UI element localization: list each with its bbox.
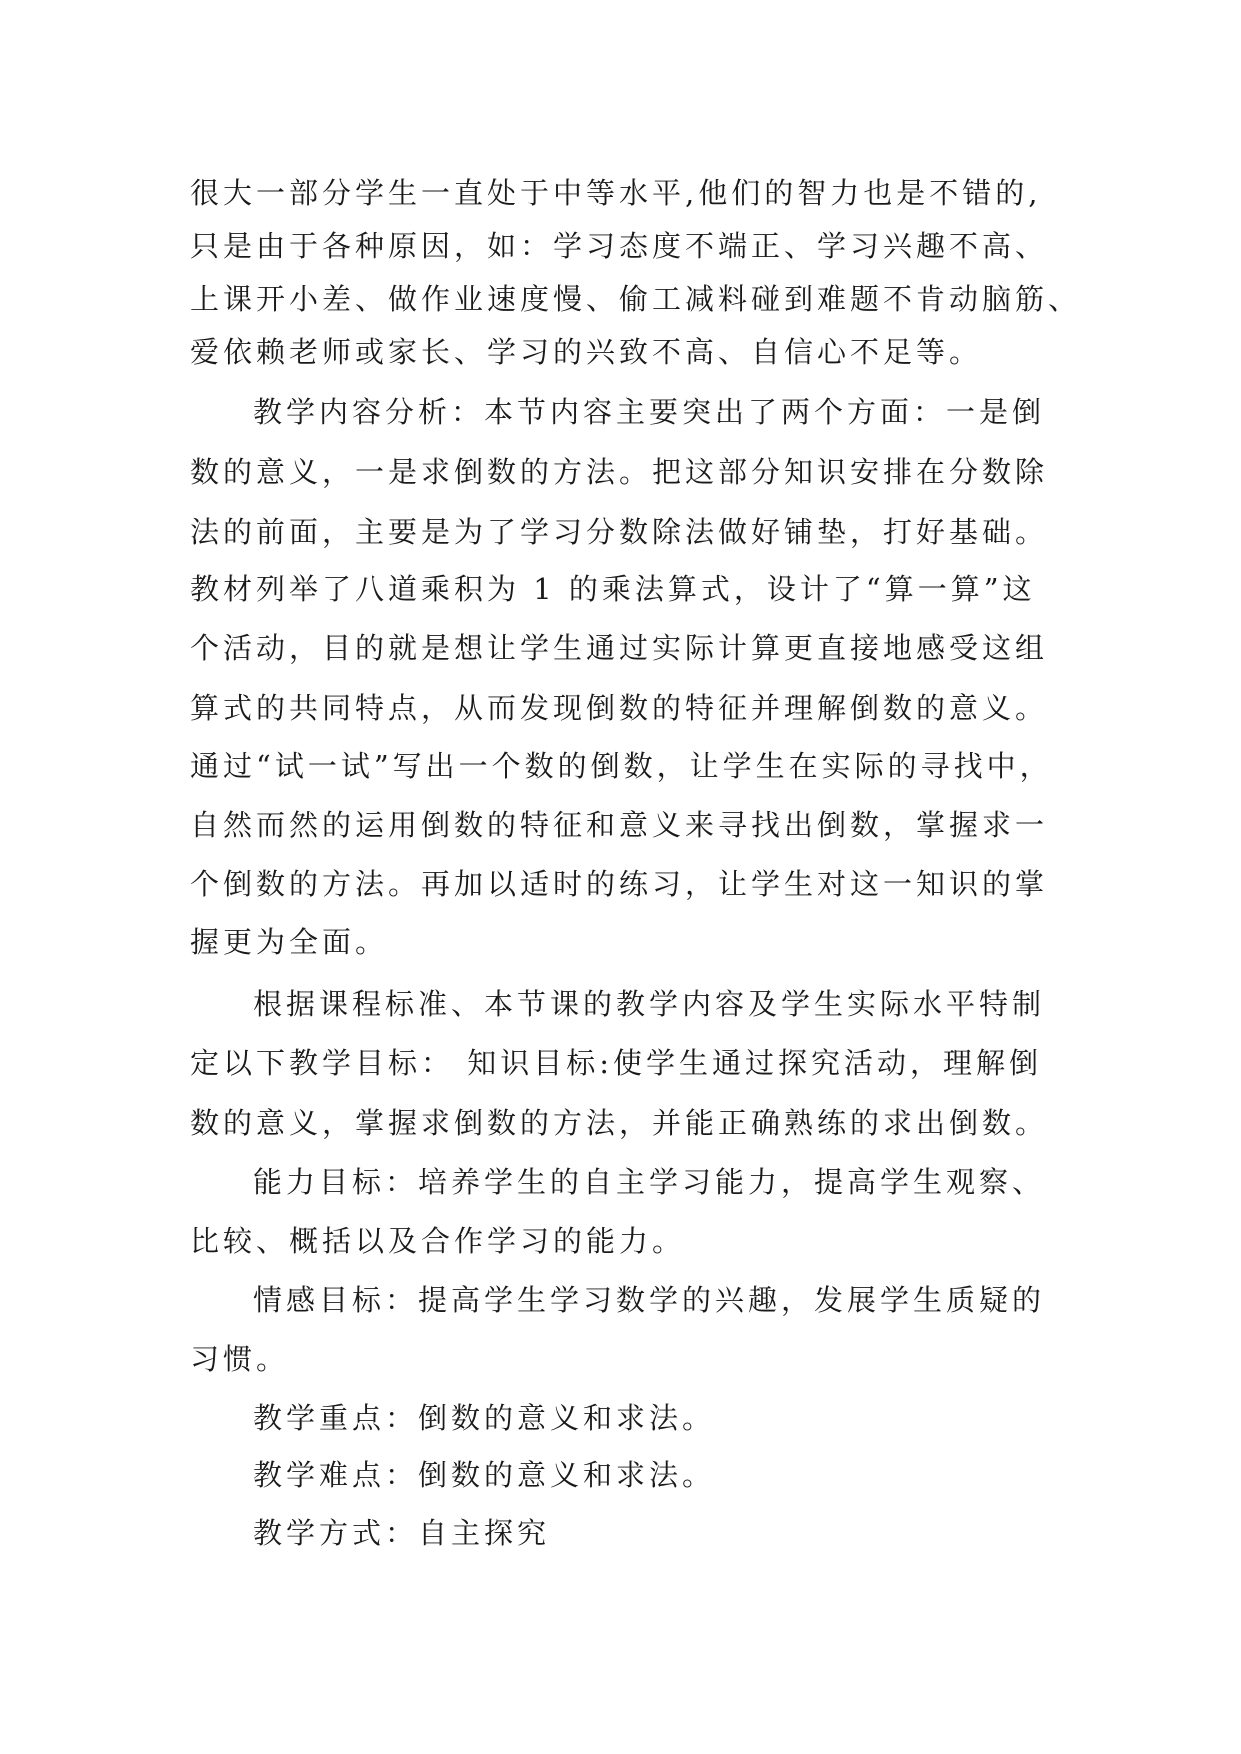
paragraph-2-line-10: 握更为全面。 (190, 925, 389, 959)
paragraph-2-line-7: 通过“试一试”写出一个数的倒数，让学生在实际的寻找中， (190, 749, 1053, 783)
paragraph-5-line-2: 习惯。 (190, 1342, 290, 1376)
paragraph-2-line-1: 教学内容分析：本节内容主要突出了两个方面：一是倒 (253, 395, 1046, 429)
paragraph-5-line-1: 情感目标：提高学生学习数学的兴趣，发展学生质疑的 (253, 1283, 1046, 1317)
paragraph-2-line-8: 自然而然的运用倒数的特征和意义来寻找出倒数，掌握求一 (190, 808, 1049, 842)
paragraph-6-line-1: 教学重点：倒数的意义和求法。 (253, 1401, 716, 1435)
paragraph-1-line-2: 只是由于各种原因，如：学习态度不端正、学习兴趣不高、 (190, 229, 1049, 263)
paragraph-3-line-2: 定以下教学目标： 知识目标:使学生通过探究活动，理解倒 (190, 1046, 1042, 1080)
paragraph-1-line-1: 很大一部分学生一直处于中等水平,他们的智力也是不错的, (190, 176, 1042, 210)
paragraph-8-line-1: 教学方式：自主探究 (253, 1516, 551, 1550)
paragraph-2-line-5: 个活动，目的就是想让学生通过实际计算更直接地感受这组 (190, 631, 1049, 665)
paragraph-3-line-1: 根据课程标准、本节课的教学内容及学生实际水平特制 (253, 987, 1046, 1021)
paragraph-2-line-6: 算式的共同特点，从而发现倒数的特征并理解倒数的意义。 (190, 691, 1049, 725)
paragraph-2-line-2: 数的意义，一是求倒数的方法。把这部分知识安排在分数除 (190, 455, 1049, 489)
paragraph-2-line-4: 教材列举了八道乘积为 1 的乘法算式，设计了“算一算”这 (190, 572, 1036, 606)
paragraph-4-line-2: 比较、概括以及合作学习的能力。 (190, 1224, 686, 1258)
paragraph-1-line-4: 爱依赖老师或家长、学习的兴致不高、自信心不足等。 (190, 335, 983, 369)
paragraph-1-line-3: 上课开小差、做作业速度慢、偷工减料碰到难题不肯动脑筋、 (190, 282, 1082, 316)
paragraph-7-line-1: 教学难点：倒数的意义和求法。 (253, 1458, 716, 1492)
paragraph-2-line-3: 法的前面，主要是为了学习分数除法做好铺垫，打好基础。 (190, 515, 1049, 549)
paragraph-4-line-1: 能力目标：培养学生的自主学习能力，提高学生观察、 (253, 1165, 1046, 1199)
paragraph-3-line-3: 数的意义，掌握求倒数的方法，并能正确熟练的求出倒数。 (190, 1106, 1049, 1140)
paragraph-2-line-9: 个倒数的方法。再加以适时的练习，让学生对这一知识的掌 (190, 867, 1049, 901)
